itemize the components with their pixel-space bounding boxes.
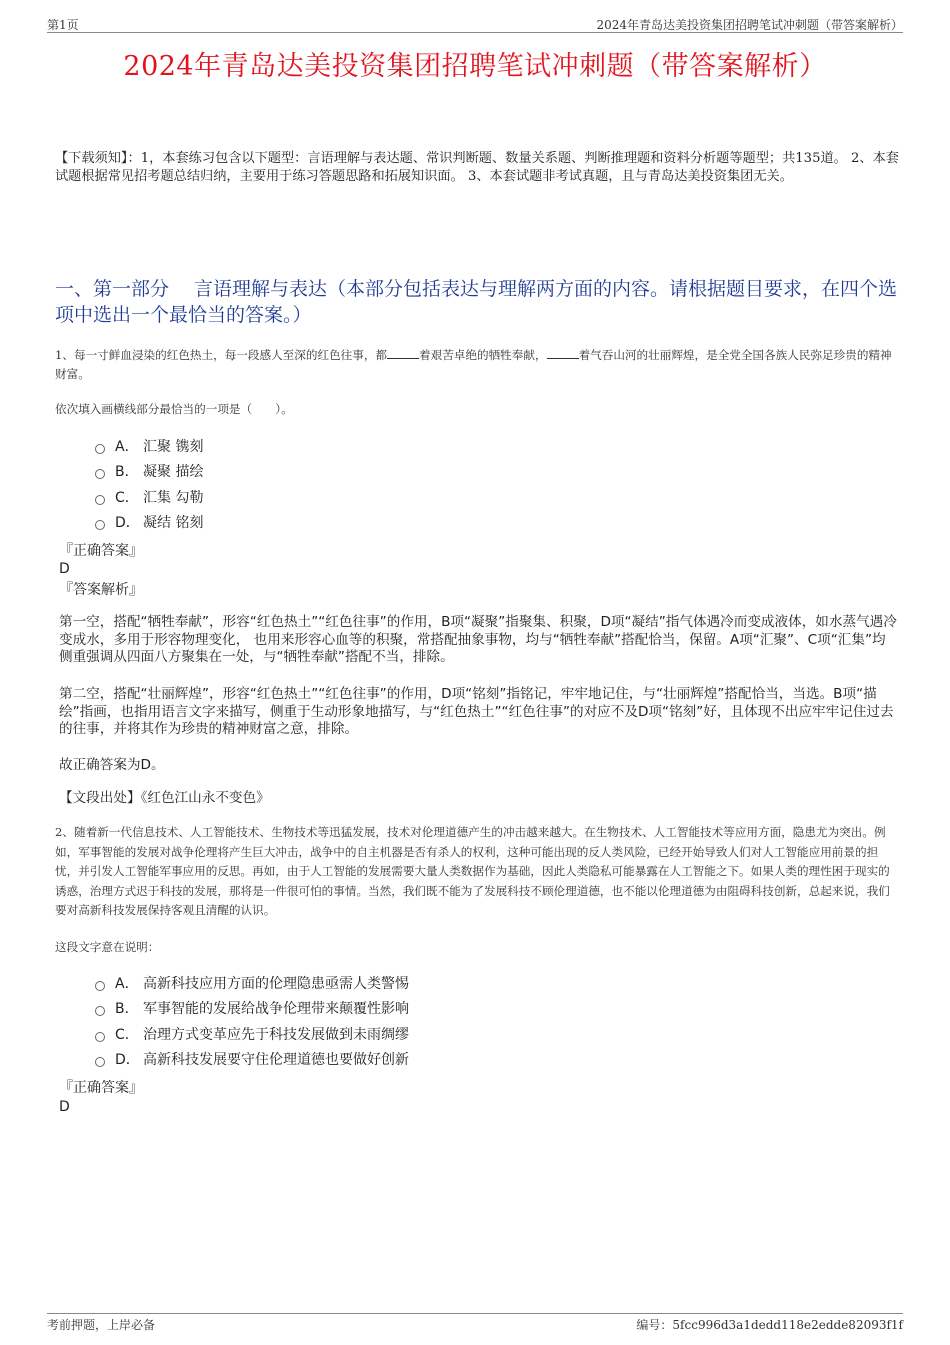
option-text: 汇集 勾勒 — [143, 489, 204, 506]
option-d[interactable] — [95, 510, 695, 536]
radio-button[interactable] — [95, 1006, 105, 1016]
analysis-paragraph-1: 第一空，搭配“牺牲奉献”，形容“红色热土”“红色往事”的作用，B项“凝聚”指聚集、积聚，D项“凝结”指气体遇冷而变成液体，如水蒸气遇冷变成水，多用于形容物理变化， 也用来形容心血等的积聚，常搭配抽象事物，均与“牺牲奉献”搭配恰当，保留。A项“汇聚”、C项“汇集”均侧重强调从四面八方聚集在一处，与“牺牲奉献”搭配不当，排除。 — [59, 614, 897, 665]
document-title: 2024年青岛达美投资集团招聘笔试冲刺题（带答案解析） — [123, 51, 827, 82]
radio-button[interactable] — [95, 495, 105, 505]
option-d[interactable] — [95, 1047, 695, 1073]
analysis-label: 『答案解析』 — [59, 582, 143, 598]
option-text: 军事智能的发展给战争伦理带来颠覆性影响 — [143, 1001, 409, 1018]
radio-button[interactable] — [95, 520, 105, 530]
option-b[interactable] — [95, 459, 695, 485]
answer-label: 『正确答案』 — [59, 543, 143, 559]
radio-button[interactable] — [95, 981, 105, 991]
option-letter: C． — [115, 1026, 139, 1043]
radio-button[interactable] — [95, 1057, 105, 1067]
blank-1 — [387, 347, 419, 359]
download-notice: 【下载须知】：1，本套练习包含以下题型：言语理解与表达题、常识判断题、数量关系题、判断推理题和资料分析题等题型；共135道。 2、本套试题根据常见招考题总结归纳，主要用于练习答题思路和拓展知识面。 3、本套试题非考试真题，且与青岛达美投资集团无关。 — [55, 151, 899, 184]
option-a[interactable] — [95, 433, 695, 459]
footer-code: 编号：5fcc996d3a1dedd118e2edde82093f1f — [636, 1318, 903, 1332]
option-b[interactable] — [95, 996, 695, 1022]
page-header — [47, 14, 903, 33]
option-letter: A． — [115, 438, 139, 455]
option-letter: C． — [115, 489, 139, 506]
option-text: 治理方式变革应先于科技发展做到未雨绸缪 — [143, 1026, 409, 1043]
option-letter: A． — [115, 975, 139, 992]
option-text: 凝结 铭刻 — [143, 515, 204, 532]
option-letter: D． — [115, 515, 140, 532]
option-c[interactable] — [95, 484, 695, 510]
question-1-part1: 1、每一寸鲜血浸染的红色热土，每一段感人至深的红色往事，都 — [55, 348, 388, 362]
footer-slogan: 考前押题，上岸必备 — [47, 1318, 156, 1332]
question-1-prompt: 依次填入画横线部分最恰当的一项是（ ）。 — [55, 402, 293, 416]
question-2-text: 2、随着新一代信息技术、人工智能技术、生物技术等迅猛发展，技术对伦理道德产生的冲击越来越大。在生物技术、人工智能技术等应用方面，隐患尤为突出。例如，军事智能的发展对战争伦理将产生巨大冲击，战争中的自主机器是否有杀人的权利，这种可能出现的反人类风险，已经开始导致人们对人工智能应用前景的担忧，并引发人工智能军事应用的反思。再如，由于人工智能的发展需要大量人类数据作为基础，因此人类隐私可能暴露在人工智能之下。如果人类的理性困于现实的诱惑，治理方式迟于科技的发展，那将是一件很可怕的事情。当然，我们既不能为了发展科技不顾伦理道德，也不能以伦理道德为由阻碍科技创新，总起来说，我们要对高新科技发展保持客观且清醒的认识。 — [55, 825, 890, 917]
blank-2 — [547, 347, 579, 359]
option-text: 高新科技发展要守住伦理道德也要做好创新 — [143, 1052, 409, 1069]
option-text: 高新科技应用方面的伦理隐患亟需人类警惕 — [143, 975, 409, 992]
radio-button[interactable] — [95, 469, 105, 479]
text-source: 【文段出处】《红色江山永不变色》 — [59, 790, 270, 806]
option-letter: B． — [115, 1001, 139, 1018]
question-1-text — [55, 346, 900, 384]
page-number: 第1页 — [47, 18, 79, 32]
answer-label: 『正确答案』 — [59, 1080, 143, 1096]
option-letter: D． — [115, 1052, 140, 1069]
option-a[interactable] — [95, 970, 695, 996]
analysis-conclusion: 故正确答案为D。 — [59, 757, 165, 773]
question-1-part2: 着艰苦卓绝的牺牲奉献， — [419, 348, 547, 362]
option-c[interactable] — [95, 1021, 695, 1047]
question-1-options — [95, 433, 695, 535]
option-letter: B． — [115, 464, 139, 481]
option-text: 汇聚 镌刻 — [143, 438, 204, 455]
question-2-options — [95, 970, 695, 1072]
option-text: 凝聚 描绘 — [143, 464, 204, 481]
header-doc-title: 2024年青岛达美投资集团招聘笔试冲刺题（带答案解析） — [596, 18, 903, 32]
question-2-prompt: 这段文字意在说明： — [55, 940, 160, 954]
radio-button[interactable] — [95, 1032, 105, 1042]
answer-value: D — [59, 561, 70, 577]
radio-button[interactable] — [95, 444, 105, 454]
page-footer — [47, 1313, 903, 1334]
analysis-paragraph-2: 第二空，搭配“壮丽辉煌”，形容“红色热土”“红色往事”的作用，D项“铭刻”指铭记，牢牢地记住，与“壮丽辉煌”搭配恰当，当选。B项“描绘”指画，也指用语言文字来描写，侧重于生动形象地描写，与“红色热土”“红色往事”的对应不及D项“铭刻”好，且体现不出应牢牢记住过去的往事，并将其作为珍贵的精神财富之意，排除。 — [59, 686, 894, 737]
section-heading: 一、第一部分 言语理解与表达（本部分包括表达与理解两方面的内容。请根据题目要求，在四个选项中选出一个最恰当的答案。） — [55, 278, 898, 326]
question-1-part3: 着气吞山河的壮丽辉煌，是全党全国各族人民弥足珍贵的精神财富。 — [55, 348, 892, 381]
answer-value: D — [59, 1099, 70, 1115]
